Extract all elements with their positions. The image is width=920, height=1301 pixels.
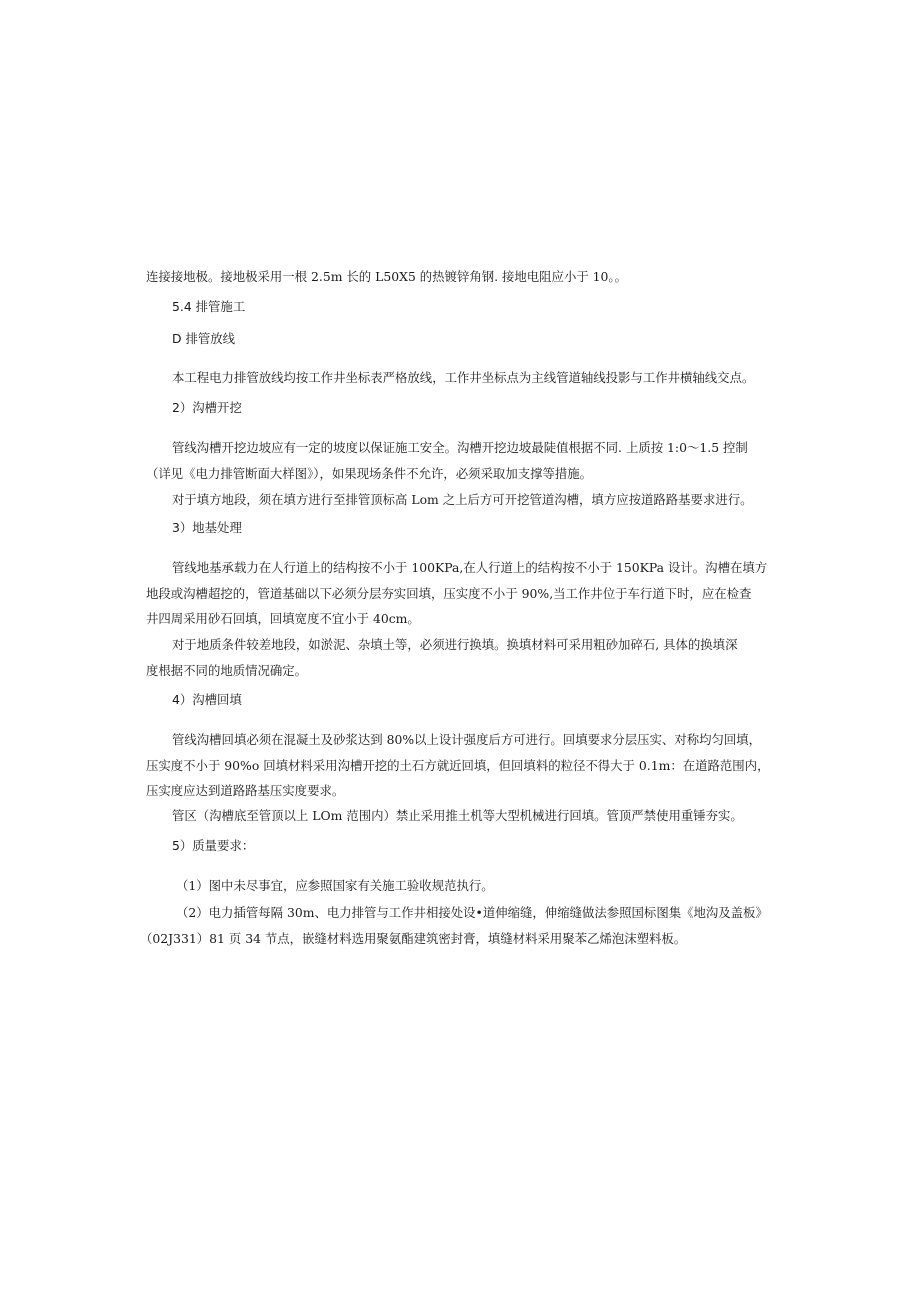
body-line-foundation-2: 地段或沟槽超挖的，管道基础以下必须分层夯实回填，压实度不小于 90%,当工作井位于车行道下时，应在检查	[146, 586, 752, 601]
body-line-backfill-1: 管线沟槽回填必须在混凝土及砂浆达到 80%以上设计强度后方可进行。回填要求分层压实、对称均匀回填，	[172, 732, 762, 747]
body-line-excavation-2: （详见《电力排管断面大样图》），如果现场条件不允许，必须采取加支撑等措施。	[146, 466, 593, 481]
body-line-excavation-3: 对于填方地段，须在填方进行至排管顶标高 Lom 之上后方可开挖管道沟槽，填方应按道路路基要求进行。	[172, 492, 753, 507]
body-line-pipe-layout: 本工程电力排管放线均按工作井坐标表严格放线，工作井坐标点为主线管道轴线投影与工作井横轴线交点。	[172, 370, 755, 385]
subheading-trench-excavation: 2）沟槽开挖	[172, 400, 242, 415]
body-line-foundation-1: 管线地基承载力在人行道上的结构按不小于 100KPa,在人行道上的结构按不小于 150KPa 设计。沟槽在填方	[172, 560, 768, 575]
subheading-quality-requirements: 5）质量要求：	[172, 838, 255, 853]
body-line-foundation-5: 度根据不同的地质情况确定。	[146, 663, 308, 678]
subheading-foundation-treatment: 3）地基处理	[172, 520, 242, 535]
body-line-foundation-4: 对于地质条件较差地段，如淤泥、杂填土等，必须进行换填。换填材料可采用粗砂加碎石, 具体的换填深	[172, 637, 738, 652]
body-line-quality-1: （1）图中未尽事宜，应参照国家有关施工验收规范执行。	[176, 878, 494, 893]
body-line-foundation-3: 井四周采用砂石回填，回填宽度不宜小于 40cm。	[146, 611, 420, 626]
body-line-ground-electrode: 连接接地极。接地极采用一根 2.5m 长的 L50X5 的热镀锌角钢. 接地电阻应小于 10。。	[146, 269, 628, 284]
body-line-backfill-3: 压实度应达到道路路基压实度要求。	[146, 783, 345, 798]
body-line-backfill-4: 管区（沟槽底至管顶以上 LOm 范围内）禁止采用推土机等大型机械进行回填。管顶严禁使用重锤夯实。	[172, 808, 743, 823]
body-line-quality-2: （2）电力插管每隔 30m、电力排管与工作井相接处设•道伸缩缝，伸缩缝做法参照国标图集《地沟及盖板》	[176, 905, 768, 920]
subheading-pipe-layout: D 排管放线	[172, 331, 236, 346]
body-line-quality-3: （02J331）81 页 34 节点，嵌缝材料选用聚氨酯建筑密封膏，填缝材料采用聚苯乙烯泡沫塑料板。	[140, 931, 687, 946]
body-line-backfill-2: 压实度不小于 90%o 回填材料采用沟槽开挖的土石方就近回填，但回填料的粒径不得大于 0.1m：在道路范围内，	[146, 758, 770, 773]
subheading-trench-backfill: 4）沟槽回填	[172, 692, 242, 707]
body-line-excavation-1: 管线沟槽开挖边坡应有一定的坡度以保证施工安全。沟槽开挖边坡最陡值根据不同. 上质按 1:0～1.5 控制	[172, 440, 748, 455]
section-heading-5-4: 5.4 排管施工	[172, 299, 246, 314]
